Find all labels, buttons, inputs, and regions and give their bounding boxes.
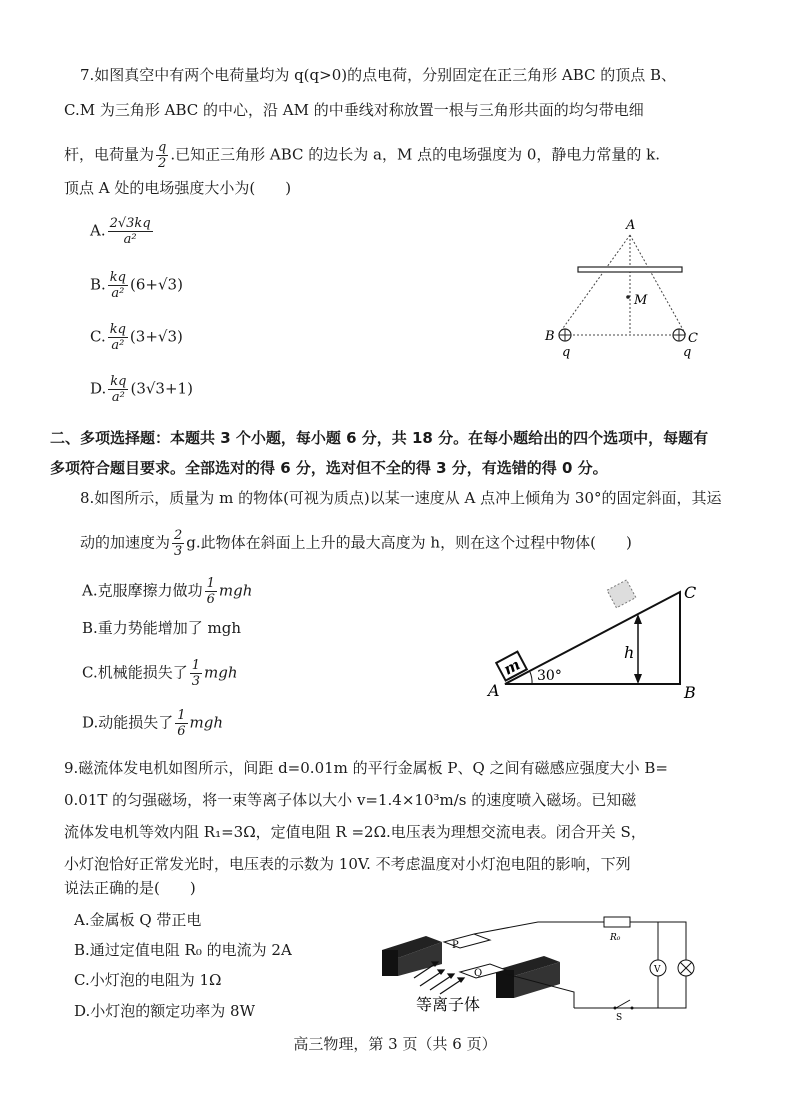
label-a: A — [488, 681, 500, 700]
label-m: M — [634, 293, 648, 308]
charged-rod — [578, 267, 682, 272]
q9-option-a: A.金属板 Q 带正电 — [74, 911, 202, 929]
label-s: S — [616, 1013, 623, 1022]
label-b: B — [545, 329, 555, 344]
label-qb: q — [562, 345, 571, 360]
q7-option-c: C. $\frac{kq}{\text{a²}}$ (3+√3) — [90, 322, 183, 353]
q7-stem-line2: C.M 为三角形 ABC 的中心，沿 AM 的中垂线对称放置一根与三角形共面的均匀带电细 — [64, 101, 644, 119]
q8-stem-line2: 动的加速度为 $\frac{2}{3}$ g.此物体在斜面上上升的最大高度为 h，则在这个过程中物体( ) — [80, 528, 632, 559]
wire-right — [574, 922, 686, 1008]
magnet-right — [496, 970, 514, 998]
q9-stem-line4: 小灯泡恰好正常发光时，电压表的示数为 10V. 不考虑温度对小灯泡电阻的影响，下列 — [64, 855, 631, 873]
magnet-left — [382, 950, 398, 976]
label-c: C — [688, 331, 698, 346]
q9-option-b: B.通过定值电阻 R₀ 的电流为 2A — [74, 941, 292, 959]
block-top — [607, 580, 636, 608]
q8-option-d: D.动能损失了 $\frac{1}{6}$ mgh — [82, 708, 224, 739]
q7-option-a: A. $\frac{2√3kq}{\text{a²}}$ — [90, 216, 151, 247]
label-qc: q — [683, 345, 692, 360]
label-p: P — [452, 940, 459, 951]
wire-top — [474, 922, 604, 934]
label-c: C — [684, 583, 697, 602]
q7-stem-line4: 顶点 A 处的电场强度大小为( ) — [64, 179, 292, 197]
switch-s — [616, 1000, 630, 1008]
q9-mhd-figure — [378, 912, 698, 1026]
point-m — [626, 295, 630, 299]
label-a: A — [626, 218, 636, 233]
q9-stem-line5: 说法正确的是( ) — [64, 879, 196, 897]
side-ac — [630, 235, 686, 335]
label-angle: 30° — [537, 668, 562, 684]
plate-p — [444, 934, 490, 948]
section2-heading-line1: 二、多项选择题：本题共 3 个小题，每小题 6 分，共 18 分。在每小题给出的四个选项中，每题有 — [50, 429, 709, 447]
q7-option-d: D. $\frac{kq}{\text{a²}}$ (3√3+1) — [90, 374, 193, 405]
q8-incline-figure — [480, 578, 710, 712]
label-b: B — [684, 683, 696, 702]
incline — [505, 592, 680, 684]
side-ab — [558, 235, 630, 335]
fraction: $\frac{q}{2}$ — [158, 140, 167, 171]
block-m — [496, 652, 527, 681]
q7-stem-line1: 7.如图真空中有两个电荷量均为 q(q>0)的点电荷，分别固定在正三角形 ABC 的顶点 B、 — [80, 66, 677, 84]
q9-stem-line3: 流体发电机等效内阻 R₁=3Ω，定值电阻 R =2Ω.电压表为理想交流电表。闭合开关 S， — [64, 823, 646, 841]
q8-stem-line1: 8.如图所示，质量为 m 的物体(可视为质点)以某一速度从 A 点冲上倾角为 30°的固定斜面，其运 — [80, 489, 722, 507]
q8-option-b: B.重力势能增加了 mgh — [82, 619, 242, 637]
q9-stem-line1: 9.磁流体发电机如图所示，间距 d=0.01m 的平行金属板 P、Q 之间有磁感应强度大小 B= — [64, 759, 668, 777]
label-r0: R₀ — [610, 933, 621, 943]
section2-heading-line2: 多项符合题目要求。全部选对的得 6 分，选对但不全的得 3 分，有选错的得 0 分。 — [50, 459, 608, 477]
page-footer: 高三物理，第 3 页（共 6 页） — [293, 1035, 497, 1053]
q7-stem-line3: 杆，电荷量为 $\frac{q}{2}$ .已知正三角形 ABC 的边长为 a，M 点的电场强度为 0，静电力常量的 k. — [64, 140, 661, 171]
label-v: V — [654, 965, 661, 975]
label-plasma: 等离子体 — [416, 995, 481, 1014]
q9-stem-line2: 0.01T 的匀强磁场，将一束等离子体以大小 v=1.4×10³m/s 的速度喷入磁场。已知磁 — [64, 791, 637, 809]
q9-option-d: D.小灯泡的额定功率为 8W — [74, 1002, 255, 1020]
label-q: Q — [474, 968, 483, 979]
label-h: h — [624, 643, 635, 662]
q8-option-c: C.机械能损失了 $\frac{1}{3}$ mgh — [82, 658, 238, 689]
q9-option-c: C.小灯泡的电阻为 1Ω — [74, 971, 222, 989]
q8-option-a: A.克服摩擦力做功 $\frac{1}{6}$ mgh — [82, 576, 253, 607]
angle-arc — [530, 672, 532, 684]
q7-option-b: B. $\frac{kq}{\text{a²}}$ (6+√3) — [90, 270, 183, 301]
resistor-r0 — [604, 917, 630, 927]
svg-text:m: m — [500, 655, 524, 679]
q7-triangle-figure — [540, 215, 720, 369]
